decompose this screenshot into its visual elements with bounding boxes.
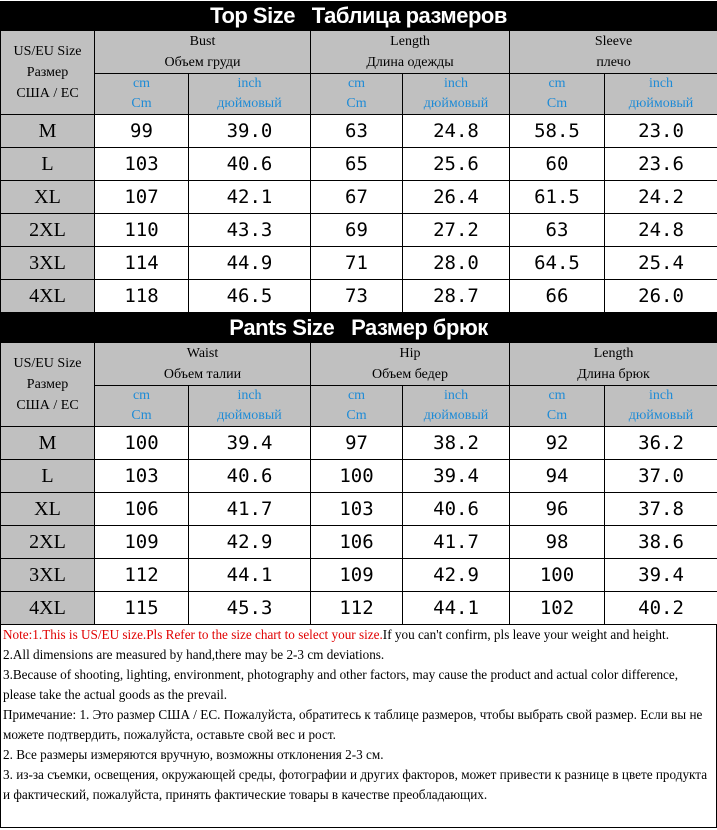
size-label: 3XL xyxy=(1,559,95,592)
value-cell: 103 xyxy=(311,493,403,526)
value-cell: 40.2 xyxy=(605,592,717,625)
value-cell: 92 xyxy=(510,427,605,460)
value-cell: 61.5 xyxy=(510,181,605,214)
value-cell: 114 xyxy=(95,247,189,280)
unit-label: дюймовый xyxy=(217,408,282,423)
group-header-length xyxy=(311,31,510,74)
size-header-region: США / EC xyxy=(16,86,79,101)
unit-cm xyxy=(311,74,403,115)
value-cell: 109 xyxy=(95,526,189,559)
value-cell: 42.9 xyxy=(189,526,311,559)
group-label-en: Hip xyxy=(399,346,421,361)
value-cell: 23.0 xyxy=(605,115,717,148)
value-cell: 106 xyxy=(311,526,403,559)
group-label-en: Length xyxy=(593,346,634,361)
group-header-bust xyxy=(95,31,311,74)
table-row xyxy=(1,493,717,526)
unit-label: cm xyxy=(548,76,566,91)
value-cell: 23.6 xyxy=(605,148,717,181)
value-cell: 39.4 xyxy=(605,559,717,592)
value-cell: 37.0 xyxy=(605,460,717,493)
notes-box xyxy=(0,624,717,828)
size-label: 2XL xyxy=(1,214,95,247)
value-cell: 45.3 xyxy=(189,592,311,625)
unit-inch xyxy=(605,74,717,115)
size-header-region: США / EC xyxy=(16,398,79,413)
group-label-ru: Объем груди xyxy=(164,55,241,70)
size-label: M xyxy=(1,427,95,460)
value-cell: 37.8 xyxy=(605,493,717,526)
value-cell: 106 xyxy=(95,493,189,526)
value-cell: 69 xyxy=(311,214,403,247)
value-cell: 103 xyxy=(95,460,189,493)
value-cell: 118 xyxy=(95,280,189,313)
group-label-en: Bust xyxy=(189,34,216,49)
unit-cm xyxy=(95,386,189,427)
table-row xyxy=(1,214,717,247)
table-row xyxy=(1,592,717,625)
size-label: XL xyxy=(1,181,95,214)
value-cell: 46.5 xyxy=(189,280,311,313)
note-1-rest: If you can't confirm, pls leave your weight and height. xyxy=(382,627,669,642)
value-cell: 112 xyxy=(311,592,403,625)
note-ru-3: 3. из-за съемки, освещения, окружающей среды, фотографии и других факторов, может привести к разнице в цвете продукта и фактический, пожалуйста, принять фактические товары в качестве преобладающих. xyxy=(3,767,708,802)
table-row xyxy=(1,148,717,181)
value-cell: 43.3 xyxy=(189,214,311,247)
size-label: 3XL xyxy=(1,247,95,280)
unit-label: cm xyxy=(132,388,151,403)
table-row xyxy=(1,280,717,313)
note-ru-1: Примечание: 1. Это размер США / EC. Пожалуйста, обратитесь к таблице размеров, чтобы выбрать свой размер. Если вы не можете подтвердить, пожалуйста, оставьте свой вес и рост. xyxy=(3,707,703,742)
table-row xyxy=(1,526,717,559)
top-size-banner xyxy=(0,1,717,31)
group-label-ru: Длина брюк xyxy=(577,367,650,382)
table-row xyxy=(1,115,717,148)
size-header-ru: Размер xyxy=(26,65,69,80)
note-3: 3.Because of shooting, lighting, environment, photography and other factors, may cause the product and actual color difference, please take the actual goods as the prevail. xyxy=(3,667,679,702)
value-cell: 58.5 xyxy=(510,115,605,148)
unit-label: дюймовый xyxy=(423,96,489,111)
value-cell: 28.7 xyxy=(403,280,510,313)
value-cell: 65 xyxy=(311,148,403,181)
group-label-ru: Объем бедер xyxy=(372,367,449,382)
unit-label: cm xyxy=(548,388,566,403)
value-cell: 42.9 xyxy=(403,559,510,592)
value-cell: 112 xyxy=(95,559,189,592)
unit-label: Cm xyxy=(546,96,568,111)
unit-label: inch xyxy=(237,76,262,91)
group-header-sleeve xyxy=(510,31,717,74)
unit-label: inch xyxy=(443,76,469,91)
unit-label: дюймовый xyxy=(628,408,694,423)
size-header-cell xyxy=(1,343,95,427)
value-cell: 115 xyxy=(95,592,189,625)
value-cell: 98 xyxy=(510,526,605,559)
value-cell: 94 xyxy=(510,460,605,493)
value-cell: 41.7 xyxy=(189,493,311,526)
value-cell: 100 xyxy=(311,460,403,493)
group-label-en: Sleeve xyxy=(594,34,633,49)
note-1 xyxy=(3,625,714,645)
top-size-title: Top Size Таблица размеров xyxy=(210,3,507,28)
value-cell: 66 xyxy=(510,280,605,313)
unit-label: inch xyxy=(443,388,469,403)
value-cell: 97 xyxy=(311,427,403,460)
size-label: 4XL xyxy=(1,592,95,625)
value-cell: 38.6 xyxy=(605,526,717,559)
value-cell: 26.4 xyxy=(403,181,510,214)
value-cell: 44.1 xyxy=(403,592,510,625)
unit-inch xyxy=(605,386,717,427)
unit-inch xyxy=(189,74,311,115)
value-cell: 25.4 xyxy=(605,247,717,280)
value-cell: 39.0 xyxy=(189,115,311,148)
unit-cm xyxy=(311,386,403,427)
value-cell: 73 xyxy=(311,280,403,313)
value-cell: 39.4 xyxy=(189,427,311,460)
value-cell: 71 xyxy=(311,247,403,280)
unit-label: cm xyxy=(132,76,151,91)
unit-inch xyxy=(403,386,510,427)
value-cell: 110 xyxy=(95,214,189,247)
value-cell: 44.9 xyxy=(189,247,311,280)
table-row xyxy=(1,460,717,493)
size-label: L xyxy=(1,460,95,493)
unit-label: дюймовый xyxy=(217,96,282,111)
value-cell: 102 xyxy=(510,592,605,625)
group-label-ru: плечо xyxy=(596,55,631,70)
group-label-ru: Длина одежды xyxy=(366,55,454,70)
value-cell: 67 xyxy=(311,181,403,214)
table-row xyxy=(1,559,717,592)
size-label: M xyxy=(1,115,95,148)
unit-label: inch xyxy=(648,76,674,91)
value-cell: 60 xyxy=(510,148,605,181)
group-header-pants-length xyxy=(510,343,717,386)
value-cell: 41.7 xyxy=(403,526,510,559)
value-cell: 36.2 xyxy=(605,427,717,460)
unit-cm xyxy=(510,386,605,427)
value-cell: 63 xyxy=(311,115,403,148)
value-cell: 99 xyxy=(95,115,189,148)
value-cell: 40.6 xyxy=(403,493,510,526)
pants-size-banner xyxy=(0,313,717,343)
value-cell: 96 xyxy=(510,493,605,526)
value-cell: 100 xyxy=(510,559,605,592)
size-header-en: US/EU Size xyxy=(13,356,82,371)
unit-label: Cm xyxy=(131,96,152,111)
unit-label: cm xyxy=(347,76,366,91)
value-cell: 28.0 xyxy=(403,247,510,280)
unit-cm xyxy=(95,74,189,115)
size-header-en: US/EU Size xyxy=(13,44,82,59)
note-ru-2: 2. Все размеры измеряются вручную, возможны отклонения 2-3 см. xyxy=(3,747,384,762)
value-cell: 64.5 xyxy=(510,247,605,280)
value-cell: 24.8 xyxy=(605,214,717,247)
unit-cm xyxy=(510,74,605,115)
size-label: XL xyxy=(1,493,95,526)
value-cell: 40.6 xyxy=(189,460,311,493)
top-size-table xyxy=(0,30,717,313)
value-cell: 44.1 xyxy=(189,559,311,592)
value-cell: 24.8 xyxy=(403,115,510,148)
note-2: 2.All dimensions are measured by hand,there may be 2-3 cm deviations. xyxy=(3,647,385,662)
table-row xyxy=(1,181,717,214)
group-label-en: Length xyxy=(390,34,430,49)
value-cell: 107 xyxy=(95,181,189,214)
size-header-ru: Размер xyxy=(26,377,69,392)
size-label: 4XL xyxy=(1,280,95,313)
value-cell: 42.1 xyxy=(189,181,311,214)
value-cell: 26.0 xyxy=(605,280,717,313)
value-cell: 24.2 xyxy=(605,181,717,214)
value-cell: 25.6 xyxy=(403,148,510,181)
unit-label: inch xyxy=(648,388,674,403)
value-cell: 103 xyxy=(95,148,189,181)
pants-size-table xyxy=(0,342,717,625)
value-cell: 39.4 xyxy=(403,460,510,493)
group-label-en: Waist xyxy=(186,346,219,361)
table-row xyxy=(1,247,717,280)
unit-label: inch xyxy=(237,388,262,403)
unit-inch xyxy=(403,74,510,115)
unit-label: Cm xyxy=(546,408,568,423)
value-cell: 63 xyxy=(510,214,605,247)
value-cell: 100 xyxy=(95,427,189,460)
size-header-cell xyxy=(1,31,95,115)
value-cell: 27.2 xyxy=(403,214,510,247)
group-header-waist xyxy=(95,343,311,386)
value-cell: 40.6 xyxy=(189,148,311,181)
value-cell: 38.2 xyxy=(403,427,510,460)
group-label-ru: Объем талии xyxy=(163,367,242,382)
unit-label: дюймовый xyxy=(423,408,489,423)
size-label: L xyxy=(1,148,95,181)
unit-label: дюймовый xyxy=(628,96,694,111)
unit-label: Cm xyxy=(131,408,152,423)
unit-label: Cm xyxy=(346,96,367,111)
unit-label: cm xyxy=(347,388,366,403)
size-label: 2XL xyxy=(1,526,95,559)
table-row xyxy=(1,427,717,460)
unit-inch xyxy=(189,386,311,427)
unit-label: Cm xyxy=(346,408,367,423)
value-cell: 109 xyxy=(311,559,403,592)
note-1-red: Note:1.This is US/EU size.Pls Refer to the size chart to select your size. xyxy=(3,627,383,642)
pants-size-title: Pants Size Размер брюк xyxy=(229,315,488,340)
group-header-hip xyxy=(311,343,510,386)
